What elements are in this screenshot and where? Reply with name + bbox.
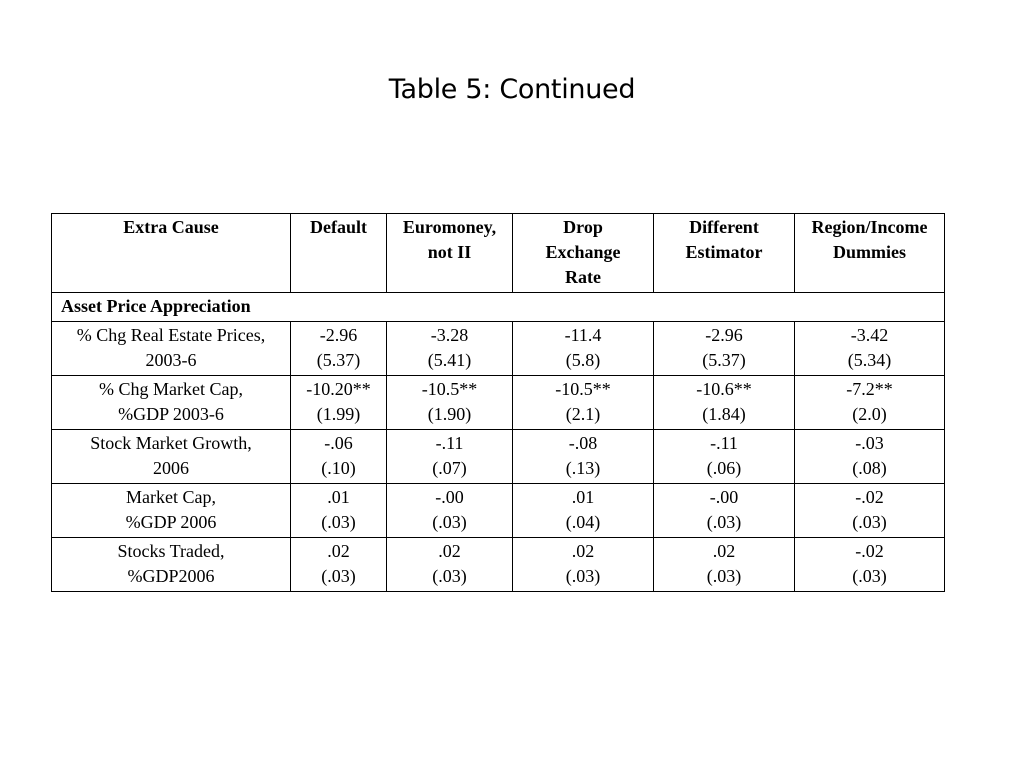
header-line: Region/Income	[811, 217, 928, 237]
header-line: Exchange	[545, 242, 621, 262]
slide-title: Table 5: Continued	[388, 74, 636, 105]
data-cell	[795, 430, 945, 484]
coefficient: .02	[438, 541, 461, 561]
header-line: Estimator	[685, 242, 763, 262]
header-row	[52, 214, 945, 293]
row-label-cell	[52, 538, 291, 592]
data-cell	[795, 538, 945, 592]
std-error: (.03)	[432, 512, 467, 532]
coefficient: -.02	[855, 487, 884, 507]
header-line: Default	[310, 217, 367, 237]
data-cell	[654, 430, 795, 484]
coefficient: -10.6**	[696, 379, 752, 399]
std-error: (.03)	[706, 566, 742, 586]
coefficient: -.00	[709, 487, 739, 507]
std-error: (.10)	[321, 458, 356, 478]
data-cell	[387, 322, 513, 376]
std-error: (.07)	[432, 458, 467, 478]
row-label-cell	[52, 484, 291, 538]
coefficient: .01	[571, 487, 595, 507]
header-cell-region-income-dummies	[795, 214, 945, 293]
coefficient: -7.2**	[846, 379, 893, 399]
row-label-line: %GDP 2006	[125, 512, 217, 532]
header-cell-different-estimator	[654, 214, 795, 293]
data-cell	[654, 322, 795, 376]
data-cell	[513, 430, 654, 484]
table-row	[52, 484, 945, 538]
row-label-cell	[52, 430, 291, 484]
std-error: (2.0)	[852, 404, 887, 424]
header-line: Drop	[563, 217, 603, 237]
coefficient: -2.96	[319, 325, 358, 345]
std-error: (5.37)	[316, 350, 361, 370]
std-error: (.03)	[852, 566, 887, 586]
coefficient: .02	[712, 541, 736, 561]
coefficient: -10.20**	[306, 379, 371, 399]
header-line: Different	[689, 217, 759, 237]
row-label-line: 2003-6	[145, 350, 197, 370]
coefficient: .01	[327, 487, 350, 507]
header-line: Rate	[565, 267, 601, 287]
data-cell	[291, 538, 387, 592]
row-label-line: % Chg Real Estate Prices,	[76, 325, 266, 345]
std-error: (5.34)	[847, 350, 892, 370]
data-cell	[654, 484, 795, 538]
coefficient: -.11	[710, 433, 738, 453]
header-cell-euromoney	[387, 214, 513, 293]
row-label-line: % Chg Market Cap,	[99, 379, 243, 399]
std-error: (.04)	[565, 512, 601, 532]
std-error: (.03)	[321, 566, 356, 586]
coefficient: -11.4	[564, 325, 602, 345]
std-error: (.03)	[852, 512, 887, 532]
row-label-line: Stocks Traded,	[117, 541, 225, 561]
data-cell	[795, 322, 945, 376]
std-error: (2.1)	[565, 404, 601, 424]
header-line: not II	[427, 242, 472, 262]
row-label-line: %GDP2006	[127, 566, 215, 586]
header-line: Dummies	[833, 242, 906, 262]
row-label-cell	[52, 322, 291, 376]
header-line: Extra Cause	[123, 217, 219, 237]
data-cell	[513, 538, 654, 592]
data-cell	[387, 538, 513, 592]
coefficient: -10.5**	[421, 379, 478, 399]
coefficient: -10.5**	[555, 379, 611, 399]
data-cell	[291, 430, 387, 484]
results-table	[51, 213, 945, 592]
std-error: (.08)	[852, 458, 887, 478]
std-error: (.03)	[432, 566, 467, 586]
data-cell	[513, 376, 654, 430]
data-cell	[654, 538, 795, 592]
data-cell	[387, 430, 513, 484]
coefficient: -3.42	[850, 325, 889, 345]
coefficient: -.08	[568, 433, 598, 453]
table-row	[52, 376, 945, 430]
data-cell	[795, 376, 945, 430]
data-cell	[291, 322, 387, 376]
data-cell	[513, 484, 654, 538]
std-error: (1.90)	[427, 404, 472, 424]
std-error: (5.8)	[565, 350, 601, 370]
coefficient: -2.96	[705, 325, 743, 345]
row-label-cell	[52, 376, 291, 430]
section-row	[52, 293, 945, 322]
table-row	[52, 322, 945, 376]
data-cell	[387, 484, 513, 538]
row-label-line: %GDP 2003-6	[118, 404, 224, 424]
std-error: (.06)	[706, 458, 742, 478]
std-error: (5.41)	[427, 350, 472, 370]
coefficient: -.00	[435, 487, 464, 507]
header-line: Euromoney,	[402, 217, 497, 237]
coefficient: -.03	[855, 433, 884, 453]
section-label: Asset Price Appreciation	[52, 293, 945, 322]
std-error: (.03)	[565, 566, 601, 586]
data-cell	[291, 484, 387, 538]
coefficient: .02	[327, 541, 350, 561]
coefficient: .02	[571, 541, 595, 561]
std-error: (.13)	[565, 458, 601, 478]
row-label-line: Stock Market Growth,	[90, 433, 252, 453]
data-cell	[513, 322, 654, 376]
table-row	[52, 538, 945, 592]
coefficient: -.02	[855, 541, 884, 561]
std-error: (5.37)	[702, 350, 746, 370]
data-cell	[795, 484, 945, 538]
row-label-line: Market Cap,	[126, 487, 216, 507]
header-cell-drop-exchange-rate	[513, 214, 654, 293]
std-error: (.03)	[321, 512, 356, 532]
std-error: (.03)	[706, 512, 742, 532]
coefficient: -.06	[324, 433, 353, 453]
coefficient: -.11	[435, 433, 464, 453]
data-cell	[387, 376, 513, 430]
header-cell-extra-cause	[52, 214, 291, 293]
row-label-line: 2006	[153, 458, 189, 478]
header-cell-default	[291, 214, 387, 293]
table-row	[52, 430, 945, 484]
coefficient: -3.28	[430, 325, 469, 345]
std-error: (1.99)	[316, 404, 361, 424]
std-error: (1.84)	[702, 404, 746, 424]
data-cell	[654, 376, 795, 430]
data-cell	[291, 376, 387, 430]
